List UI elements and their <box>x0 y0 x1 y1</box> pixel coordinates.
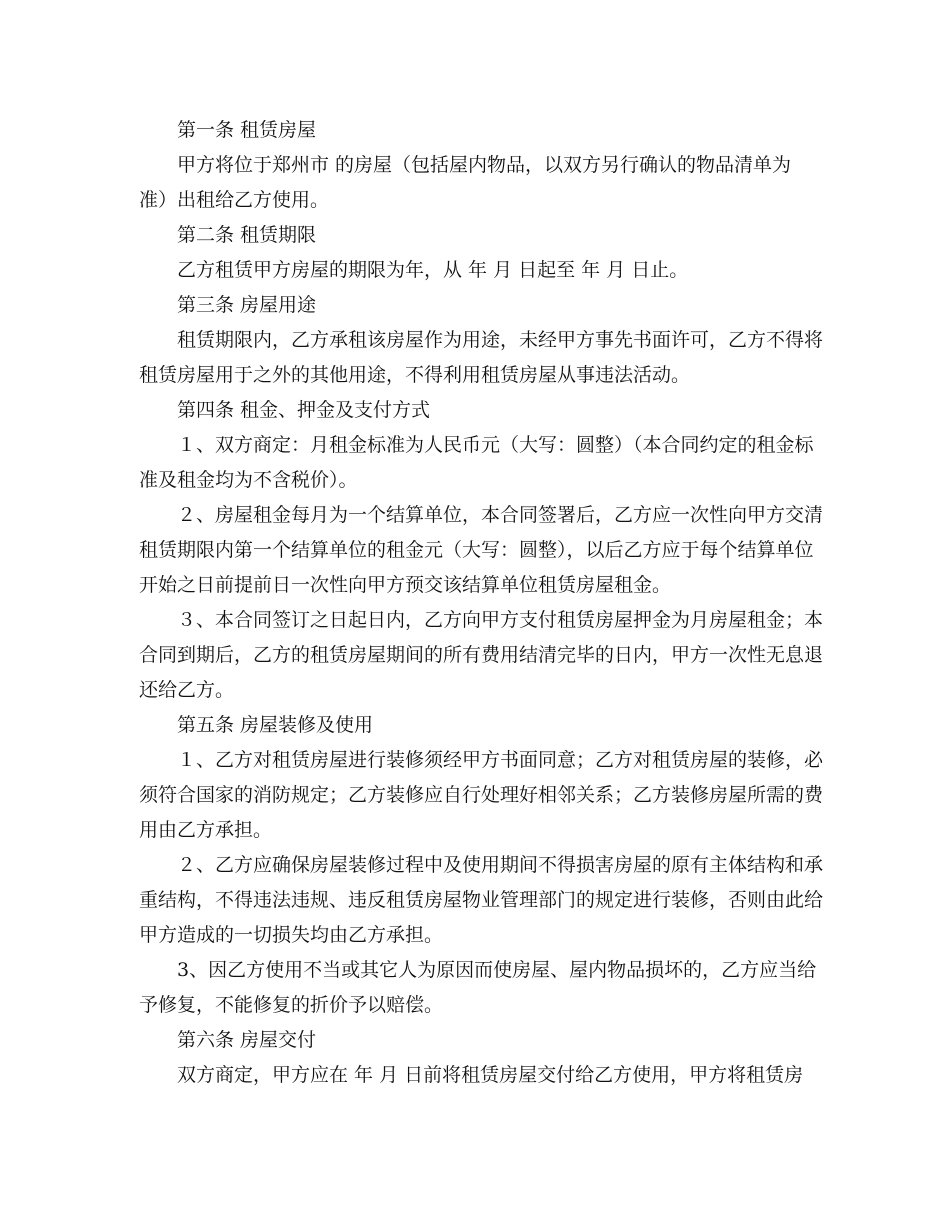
paragraph-line: 双方商定，甲方应在 年 月 日前将租赁房屋交付给乙方使用，甲方将租赁房 <box>177 1064 804 1086</box>
paragraph-line: 开始之日前提前日一次性向甲方预交该结算单位租赁房屋租金。 <box>139 574 672 596</box>
paragraph-line: 租赁期限内，乙方承租该房屋作为用途，未经甲方事先书面许可，乙方不得将 <box>177 329 824 351</box>
paragraph-line: ３、本合同签订之日起日内，乙方向甲方支付租赁房屋押金为月房屋租金；本 <box>177 609 824 631</box>
paragraph-line: １、乙方对租赁房屋进行装修须经甲方书面同意；乙方对租赁房屋的装修，必 <box>177 749 824 771</box>
paragraph-line: 予修复，不能修复的折价予以赔偿。 <box>139 994 444 1016</box>
paragraph-line: ２、房屋租金每月为一个结算单位，本合同签署后，乙方应一次性向甲方交清 <box>177 504 824 526</box>
paragraph-line: 3、因乙方使用不当或其它人为原因而使房屋、屋内物品损坏的，乙方应当给 <box>177 959 817 981</box>
article-2-heading: 第二条 租赁期限 <box>177 224 317 246</box>
article-1-heading: 第一条 租赁房屋 <box>177 119 317 141</box>
paragraph-line: 重结构，不得违法违规、违反租赁房屋物业管理部门的规定进行装修，否则由此给 <box>139 889 824 911</box>
article-4-heading: 第四条 租金、押金及支付方式 <box>177 399 431 421</box>
article-6-heading: 第六条 房屋交付 <box>177 1029 317 1051</box>
paragraph-line: 用由乙方承担。 <box>139 819 273 841</box>
paragraph-line: 甲方将位于郑州市 的房屋（包括屋内物品，以双方另行确认的物品清单为 <box>177 154 792 176</box>
paragraph-line: 租赁房屋用于之外的其他用途，不得利用租赁房屋从事违法活动。 <box>139 364 691 386</box>
paragraph-line: 租赁期限内第一个结算单位的租金元（大写：圆整），以后乙方应于每个结算单位 <box>139 539 814 561</box>
paragraph-line: 合同到期后，乙方的租赁房屋期间的所有费用结清完毕的日内，甲方一次性无息退 <box>139 644 824 666</box>
paragraph-line: 准）出租给乙方使用。 <box>139 189 330 211</box>
article-3-heading: 第三条 房屋用途 <box>177 294 317 316</box>
paragraph-line: 准及租金均为不含税价）。 <box>139 469 358 491</box>
paragraph-line: 须符合国家的消防规定；乙方装修应自行处理好相邻关系；乙方装修房屋所需的费 <box>139 784 824 806</box>
paragraph-line: 乙方租赁甲方房屋的期限为年，从 年 月 日起至 年 月 日止。 <box>177 259 689 281</box>
paragraph-line: １、双方商定：月租金标准为人民币元（大写：圆整）（本合同约定的租金标 <box>177 434 814 456</box>
paragraph-line: 还给乙方。 <box>139 679 235 701</box>
article-5-heading: 第五条 房屋装修及使用 <box>177 714 374 736</box>
paragraph-line: ２、乙方应确保房屋装修过程中及使用期间不得损害房屋的原有主体结构和承 <box>177 854 824 876</box>
paragraph-line: 甲方造成的一切损失均由乙方承担。 <box>139 924 444 946</box>
